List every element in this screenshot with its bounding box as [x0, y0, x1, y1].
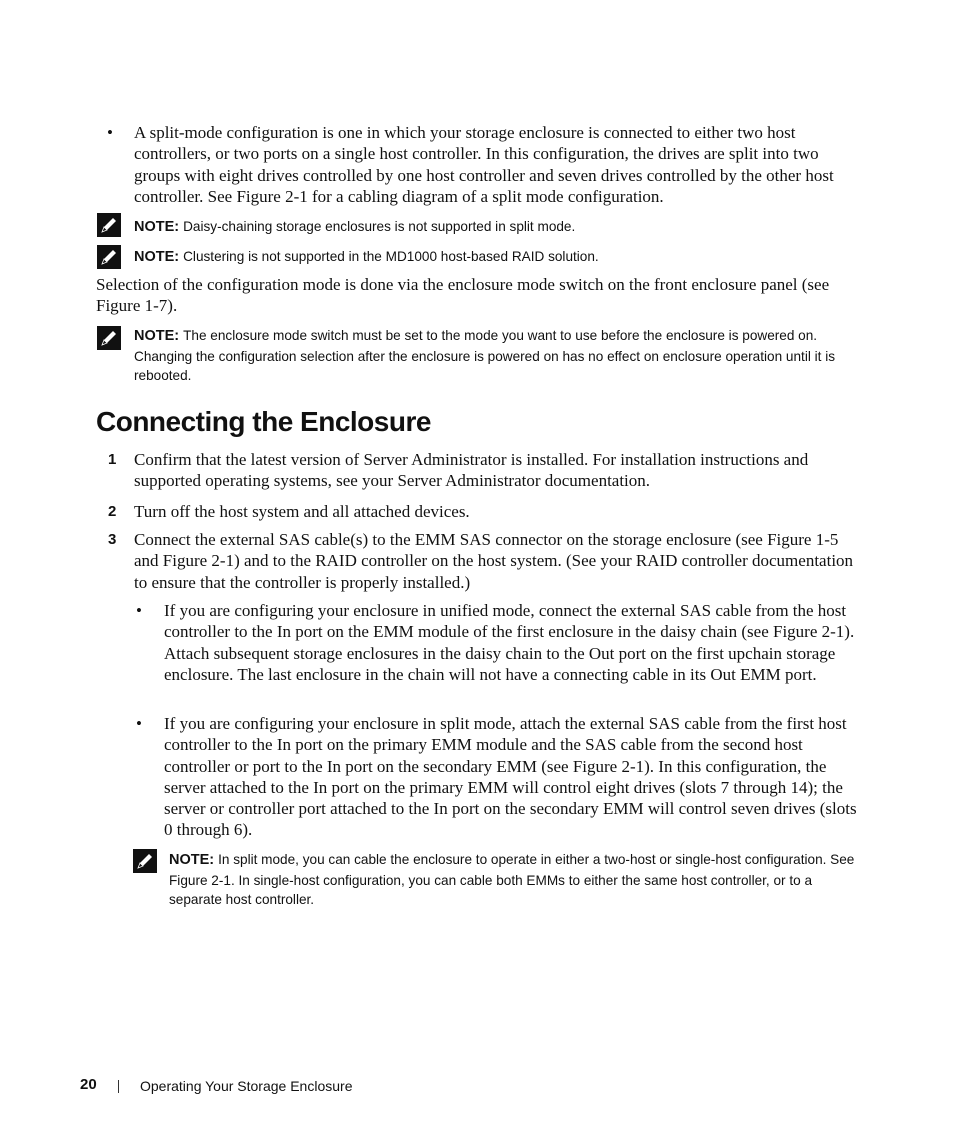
note-pencil-icon — [133, 849, 157, 873]
note-3-text: The enclosure mode switch must be set to the mode you want to use before the enclosure is powered on. Changing the configuration selection after the enclosure is powered on has no effect on enclosure operation until it is rebooted. — [134, 328, 836, 384]
note-label: NOTE: — [134, 219, 180, 235]
sub-bullet-text: If you are configuring your enclosure in unified mode, connect the external SAS cable from the host controller to the In port on the EMM module of the first enclosure in the daisy chain (see Figure 2-1). Attach subsequent storage enclosures in the daisy chain to the Out port on the first upchain storage enclosure. The last enclosure in the chain will not have a connecting cable in its Out EMM port. — [164, 601, 855, 684]
step-text: Turn off the host system and all attached devices. — [134, 502, 470, 521]
note-2-text: Clustering is not supported in the MD1000 host-based RAID solution. — [183, 249, 599, 264]
bullet-marker: • — [136, 714, 142, 733]
bullet-marker: • — [107, 123, 113, 142]
footer-separator — [118, 1080, 119, 1093]
note-4-text: In split mode, you can cable the enclosure to operate in either a two-host or single-host configuration. See Figure 2-1. In single-host configuration, you can cable both EMMs to either the same host controller, or to a separate host controller. — [169, 852, 855, 908]
sub-bullet-text: If you are configuring your enclosure in split mode, attach the external SAS cable from the first host controller to the In port on the primary EMM module and the SAS cable from the second host controller or port to the In port on the secondary EMM (see Figure 2-1). In this configuration, the server attached to the In port on the primary EMM will control eight drives (slots 7 through 14); the server or controller port attached to the In port on the secondary EMM will control seven drives (slots 0 through 6). — [164, 714, 857, 840]
step-text: Confirm that the latest version of Server Administrator is installed. For installation instructions and supported operating systems, see your Server Administrator documentation. — [134, 450, 809, 491]
note-label: NOTE: — [134, 249, 180, 265]
step-number: 1 — [108, 451, 117, 468]
note-1 — [134, 217, 858, 238]
note-2 — [134, 247, 858, 268]
note-3 — [134, 326, 858, 386]
footer-section-title: Operating Your Storage Enclosure — [140, 1078, 353, 1094]
section-heading: Connecting the Enclosure — [96, 406, 431, 437]
step-number: 3 — [108, 531, 117, 548]
note-pencil-icon — [97, 213, 121, 237]
note-pencil-icon — [97, 245, 121, 269]
page-number: 20 — [80, 1076, 97, 1093]
step-number: 2 — [108, 503, 117, 520]
bullet-marker: • — [136, 601, 142, 620]
note-label: NOTE: — [169, 852, 215, 868]
intro-bullet-text: A split-mode configuration is one in which your storage enclosure is connected to either two host controllers, or two ports on a single host controller. In this configuration, the drives are split into two groups with eight drives controlled by one host controller and seven drives controlled by the other host controller. See Figure 2-1 for a cabling diagram of a split mode configuration. — [134, 123, 834, 206]
note-1-text: Daisy-chaining storage enclosures is not supported in split mode. — [183, 219, 576, 234]
selection-paragraph: Selection of the configuration mode is done via the enclosure mode switch on the front enclosure panel (see Figure 1-7). — [96, 275, 830, 316]
note-label: NOTE: — [134, 328, 180, 344]
step-text: Connect the external SAS cable(s) to the EMM SAS connector on the storage enclosure (see Figure 1-5 and Figure 2-1) and to the RAID controller on the host system. (See your RAID controller documentation to ensure that the controller is properly installed.) — [134, 530, 854, 592]
note-pencil-icon — [97, 326, 121, 350]
note-4 — [169, 850, 859, 910]
